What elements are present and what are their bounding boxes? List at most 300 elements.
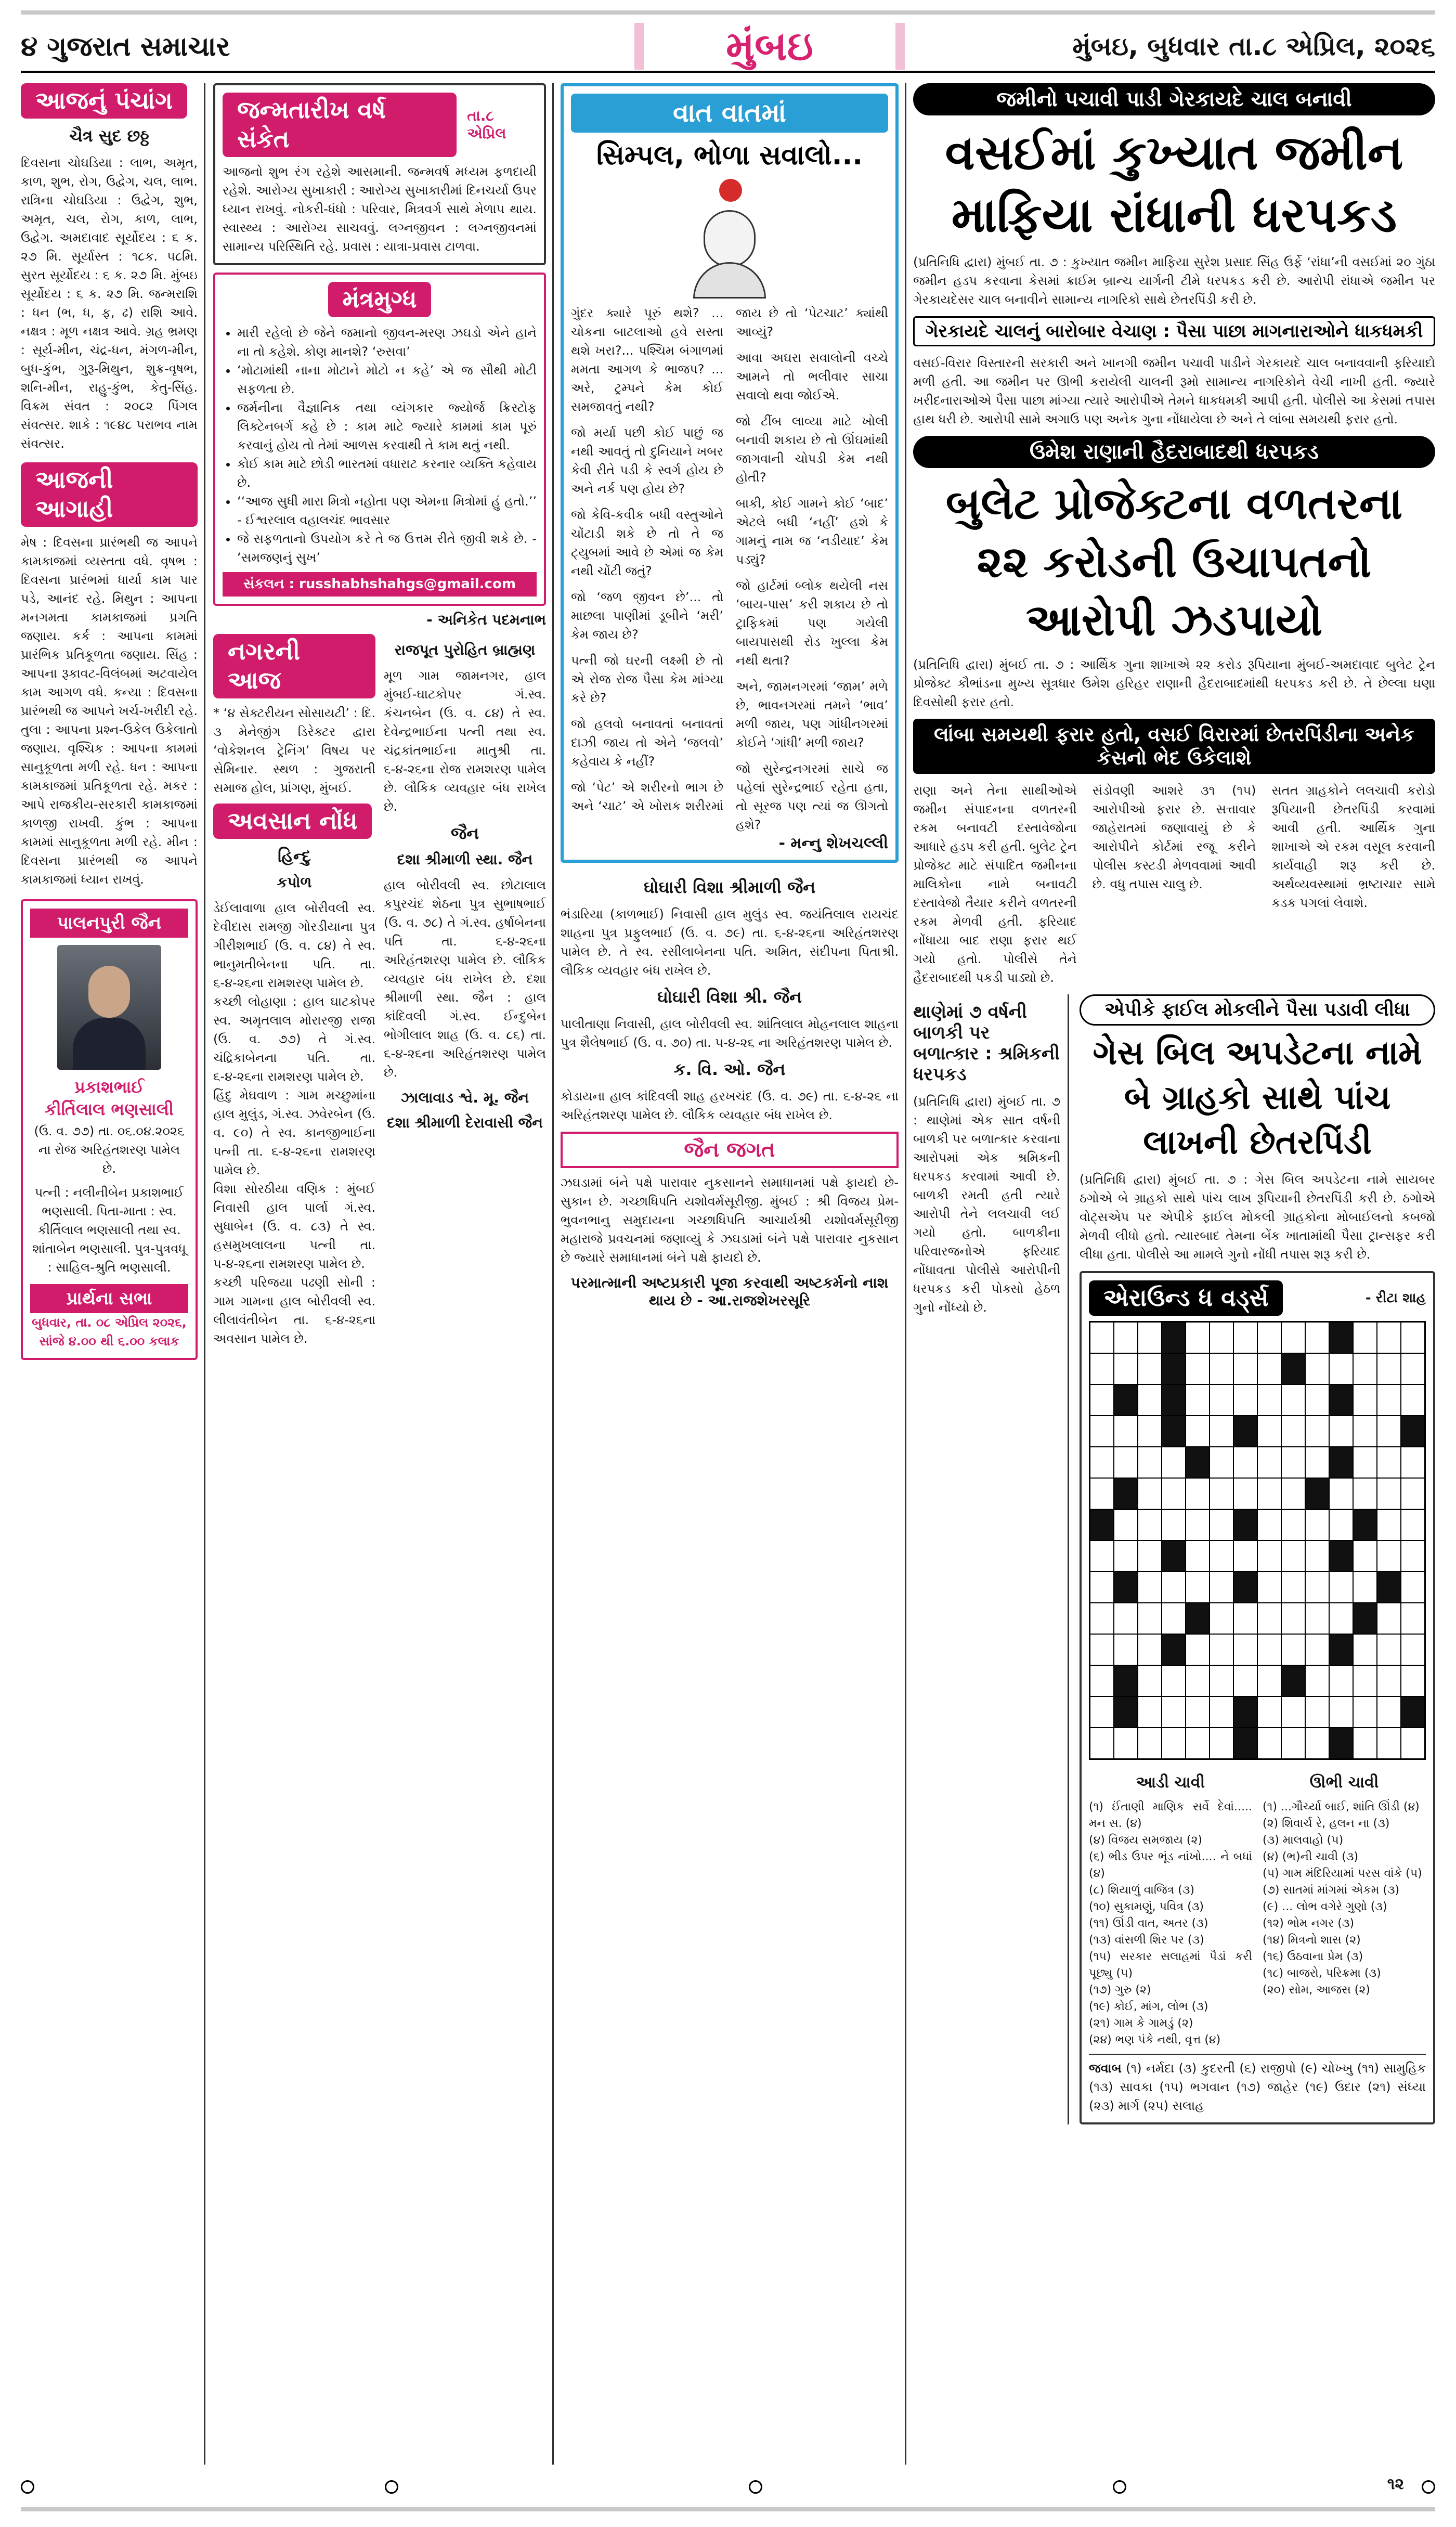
crossword-cell[interactable] bbox=[1354, 1323, 1376, 1353]
crossword-cell[interactable] bbox=[1377, 1510, 1400, 1540]
down-clue: (૧) ...ગૌર્ચ્યા બાઈ, શાંતિ ઊંડી (૪) bbox=[1263, 1800, 1420, 1813]
crossword-cell[interactable] bbox=[1330, 1416, 1353, 1446]
crossword-cell bbox=[1186, 1447, 1209, 1478]
crossword-cell[interactable] bbox=[1306, 1635, 1329, 1665]
mantra-list bbox=[237, 323, 537, 567]
crossword-cell[interactable] bbox=[1138, 1603, 1161, 1634]
crossword-cell[interactable] bbox=[1306, 1416, 1329, 1446]
column-divider bbox=[905, 83, 906, 2465]
across-clue: (૧૧) ઊંડી વાત, અતર (૩) bbox=[1089, 1917, 1208, 1930]
crossword-cell[interactable] bbox=[1186, 1510, 1209, 1540]
crossword-cell[interactable] bbox=[1330, 1479, 1353, 1509]
across-clue: (૧૦) સુકામણું, પવિત્ર (૩) bbox=[1089, 1900, 1204, 1913]
crossword-cell[interactable] bbox=[1258, 1323, 1281, 1353]
story-4: રાણા અને તેના સાથીઓએ જમીન સંપાદનના વળતરની રકમ બનાવટી દસ્તાવેજોના આધારે હડપ કરી હતી. બુલેટ ટ્રેન પ્રોજેક્ટ માટે સંપાદિત જમીનના માલિકોના નામે બનાવટી દસ્તાવેજો તૈયાર કરીને વળતરની રકમ મેળવી હતી. ફરિયાદ નોંધાયા બાદ રાણા ફરાર થઈ ગયો હતો. પોલીસે તેને હૈદરાબાદથી પકડી પાડ્યો છે. bbox=[913, 783, 1077, 985]
crossword-cell[interactable] bbox=[1138, 1447, 1161, 1478]
vaat-question: આવા અઘરા સવાલોની વચ્ચે આમને તો ભલીવાર સાચા સવાલો થવા જોઈએ. bbox=[736, 351, 888, 403]
prarthana-title: પ્રાર્થના સભા bbox=[30, 1284, 188, 1313]
crossword-cell[interactable] bbox=[1234, 1447, 1257, 1478]
crossword-cell[interactable] bbox=[1282, 1416, 1305, 1446]
crossword-cell[interactable] bbox=[1234, 1479, 1257, 1509]
crossword-cell[interactable] bbox=[1377, 1541, 1400, 1571]
crossword-cell[interactable] bbox=[1210, 1479, 1233, 1509]
obituary-entry: હિંદુ મેઘવાળ : ગામ મચ્છુમાંના હાલ મુલુંડ, ગં.સ્વ. ઝવેરબેન (ઉ. વ. ૯૦) તે સ્વ. કાનજીભાઈના પત્ની તા. ૬-૪-૨૬ના રામશરણ પામેલ છે. bbox=[213, 1088, 375, 1177]
crossword-cell[interactable] bbox=[1401, 1541, 1424, 1571]
crossword-cell[interactable] bbox=[1306, 1666, 1329, 1696]
crossword-cell[interactable] bbox=[1210, 1603, 1233, 1634]
crossword-cell[interactable] bbox=[1210, 1416, 1233, 1446]
panchang-title: આજનું પંચાંગ bbox=[21, 83, 187, 119]
dasa2-title: દશા શ્રીમાળી દેરાવાસી જૈન bbox=[387, 1114, 543, 1131]
print-marks bbox=[21, 2475, 1435, 2496]
registration-mark-icon bbox=[1422, 2480, 1435, 2494]
thane-title: થાણેમાં ૭ વર્ષની બાળકી પર બળાત્કાર : શ્રમિકની ધરપકડ bbox=[913, 1002, 1060, 1085]
crossword-cell[interactable] bbox=[1377, 1354, 1400, 1384]
crossword-cell[interactable] bbox=[1090, 1354, 1113, 1384]
crossword-cell[interactable] bbox=[1186, 1416, 1209, 1446]
crossword-cell[interactable] bbox=[1234, 1385, 1257, 1415]
crossword-cell[interactable] bbox=[1138, 1697, 1161, 1727]
crossword-cell[interactable] bbox=[1330, 1603, 1353, 1634]
down-clue: (૭) સાતમાં માંગમાં એકમ (૩) bbox=[1263, 1884, 1400, 1897]
crossword-cell[interactable] bbox=[1258, 1447, 1281, 1478]
registration-mark-icon bbox=[21, 2480, 34, 2494]
crossword-cell[interactable] bbox=[1138, 1728, 1161, 1758]
nagar-text: * ‘૪ સેક્ટરીયન સોસાયટી’ : દિ. ૩ મેનેજીંગ ડિરેક્ટર દ્વારા ‘વોકેશનલ ટ્રેનિંગ’ વિષય પર સેમિનાર. સ્થળ : ગુજરાતી સમાજ હોલ, પ્રાંગણ, મુંબઈ. bbox=[213, 706, 375, 795]
vaat-question: જો કેવિ-કવીક બધી વસ્તુઓને ચોંટાડી શકે છે તો તે જ ટ્યુબમાં આવે છે એમાં જ કેમ નથી ચોંટી જતું? bbox=[571, 508, 723, 578]
crossword-cell[interactable] bbox=[1282, 1697, 1305, 1727]
crossword-grid[interactable] bbox=[1089, 1321, 1426, 1760]
panchang-text: દિવસના ચોઘડિયા : લાભ, અમૃત, કાળ, શુભ, રોગ, ઉદ્વેગ, ચલ, લાભ. રાત્રિના ચોઘડિયા : ઉદ્વેગ, શુભ, અમૃત, ચલ, રોગ, કાળ, લાભ, ઉદ્વેગ. અમદાવાદ સૂર્યોદય : ૬ ક. ૨૭ મિ. સૂર્યાસ્ત : ૧૮ક. ૫૮મિ. સુરત સૂર્યોદય : ૬ ક. ૨૭ મિ. મુંબઇ સૂર્યોદય : ૬ ક. ૨૭ મિ. જન્મરાશિ : ધન (ભ, ધ, ફ, ઢ) રાશિ આવે. નક્ષત્ર : મૂળ નક્ષત્ર આવે. ગ્રહ ભ્રમણ : સૂર્ય-મીન, ચંદ્ર-ધન, મંગળ-મીન, બુધ-કુંભ, ગુરૂ-મિથુન, શુક્ર-વૃષભ, શનિ-મીન, રાહુ-કુંભ, કેતુ-સિંહ. વિક્રમ સંવત : ૨૦૮૨ પિંગલ સંવત્સર. શાકે : ૧૯૪૮ પરાભવ નામ સંવત્સર. bbox=[21, 155, 198, 451]
jain-text: હાલ બોરીવલી સ્વ. છોટાલાલ કપુરચંદ શેઠના પુત્ર સુભાષભાઈ (ઉ. વ. ૭૮) તે ગં.સ્વ. હર્ષાબેનના પતિ તા. ૬-૪-૨૬ના અરિહંતશરણ પામેલ છે. લૌકિક વ્યવહાર બંધ રાખેલ છે. દશા શ્રીમાળી સ્થા. જૈન : હાલ કાંદિવલી ગં.સ્વ. ઈન્દુબેન ભોગીલાલ શાહ (ઉ. વ. ૮૬) તા. ૬-૪-૨૬ના અરિહંતશરણ પામેલ છે. bbox=[384, 878, 546, 1080]
crossword-cell[interactable] bbox=[1258, 1385, 1281, 1415]
kv-title: ક. વિ. ઓ. જૈન bbox=[673, 1059, 786, 1079]
dateline: મુંબઇ, બુધવાર તા.૮ એપ્રિલ, ૨૦૨૬ bbox=[1072, 31, 1435, 61]
crossword-cell bbox=[1186, 1603, 1209, 1634]
crossword-cell[interactable] bbox=[1401, 1572, 1424, 1602]
aagahi-text: મેષ : દિવસના પ્રારંભથી જ આપને કામકાજમાં વ્યસ્તતા વધે. વૃષભ : દિવસના પ્રારંભમાં ધાર્યા કામ પાર પડે, આનંદ રહે. મિથુન : આપના મનગમતા કામકાજમાં પ્રગતિ જણાય. કર્ક : આપના કામમાં પ્રારંભિક પ્રતિકૂળતા જણાય. સિંહ : આપના રૂકાવટ-વિલંબમાં અટવાયેલ કામ આગળ વધે. કન્યા : દિવસના પ્રારંભથી જ આપને ખર્ચ-ખરીદી રહે. તુલા : આપના પ્રશ્ન-ઉકેલ ઉકેલાતો જણાય. વૃશ્ચિક : આપના કામમાં સાનુકૂળતા મળી રહે. ધન : આપના કામકાજમાં પ્રતિકૂળતા રહે. મકર : આપે રાજકીય-સરકારી કામકાજમાં કાળજી રાખવી. કુંભ : આપના કામમાં સાનુકૂળતા મળી રહે. મીન : દિવસના પ્રારંભથી જ આપને કામકાજમાં ધ્યાન રાખવું. bbox=[21, 535, 198, 887]
crossword-cell[interactable] bbox=[1330, 1510, 1353, 1540]
crossword-cell[interactable] bbox=[1210, 1666, 1233, 1696]
ghoghari2-title: ઘોઘારી વિશા શ્રી. જૈન bbox=[657, 987, 802, 1007]
crossword-cell[interactable] bbox=[1138, 1479, 1161, 1509]
crossword-cell[interactable] bbox=[1258, 1416, 1281, 1446]
janmadin-text: આજનો શુભ રંગ રહેશે આસમાની. જન્મવર્ષ મધ્યમ ફળદાયી રહેશે. આરોગ્ય સુખાકારી : આરોગ્ય સુખાકારીમાં દિનચર્યા ઉપર ધ્યાન રાખવું. નોકરી-ધંધો : પરિવાર, મિત્રવર્ગ સાથે મેળાપ થાય. સ્વાસ્થ્ય : આરોગ્ય સાચવવું. લગ્નજીવન : લગ્નજીવનમાં સામાન્ય પરિસ્થિતિ રહે. પ્રવાસ : યાત્રા-પ્રવાસ ટાળવા. bbox=[223, 164, 537, 254]
crossword-cell[interactable] bbox=[1162, 1728, 1185, 1758]
crossword-cell[interactable] bbox=[1234, 1603, 1257, 1634]
crossword-cell[interactable] bbox=[1234, 1541, 1257, 1571]
crossword-cell[interactable] bbox=[1377, 1385, 1400, 1415]
column-panchang bbox=[21, 83, 198, 2465]
story-4c: સતત ગ્રાહકોને લલચાવી કરોડો રૂપિયાની છેતરપિંડી કરવામાં આવી હતી. આર્થિક ગુના શાખાએ એ રકમ વસૂલ કરવાની કાર્યવાહી શરૂ કરી છે. અર્થવ્યવસ્થામાં ભ્રષ્ટાચાર સામે કડક પગલાં લેવાશે. bbox=[1271, 783, 1435, 910]
down-clue: (૪) (ભ)ની ચાવી (૩) bbox=[1263, 1850, 1359, 1863]
crossword-cell[interactable] bbox=[1234, 1354, 1257, 1384]
crossword-cell bbox=[1282, 1354, 1305, 1384]
kicker-2: ગેરકાયદે ચાલનું બારોબાર વેચાણ : પૈસા પાછા માગનારાઓને ધાકધમકી bbox=[913, 316, 1435, 346]
crossword-cell bbox=[1114, 1666, 1137, 1696]
crossword-cell bbox=[1330, 1447, 1353, 1478]
crossword-cell[interactable] bbox=[1377, 1447, 1400, 1478]
crossword-cell[interactable] bbox=[1330, 1354, 1353, 1384]
mantra-author: - અનિકેત પદમનાભ bbox=[426, 611, 546, 628]
jainjagat-text: ઝઘડામાં બંને પક્ષે પારાવાર નુકસાનને સમાધાનમાં પક્ષે ફાયદો છે-સુકાન છે. ગચ્છાધિપતિ યશોવર્મસૂરીજી. મુંબઈ : શ્રી વિજય પ્રેમ-ભુવનભાનુ સમુદાયના ગચ્છાધિપતિ આચાર્યશ્રી યશોવર્મસૂરીજી મહારાજે પ્રવચનમાં જણાવ્યું કે ઝઘડામાં બંને પક્ષે પારાવાર નુકસાન છે જ્યારે સમાધાનમાં બંને પક્ષે ફાયદો છે. bbox=[561, 1175, 899, 1265]
crossword-cell[interactable] bbox=[1114, 1447, 1137, 1478]
down-clue: (૧૮) બાજરો, પરિક્રમા (૩) bbox=[1263, 1967, 1381, 1980]
vaat-question: ગુંદર ક્યારે પૂરું થશે? ... ચોકના બાટલાઓ હવે સસ્તા થશે ખરા?... પશ્ચિમ બંગાળમાં મમતા આગળ કે ભાજપ? ... અરે, ટ્રમ્પને કેમ કોઈ સમજાવતું નથી? bbox=[571, 306, 723, 414]
thane-text: (પ્રતિનિધિ દ્વારા) મુંબઈ તા. ૭ : થાણેમાં એક સાત વર્ષની બાળકી પર બળાત્કાર કરવાના આરોપમાં એક શ્રમિકની ધરપકડ કરવામાં આવી છે. બાળકી રમતી હતી ત્યારે આરોપી તેને લલચાવી લઈ ગયો હતો. બાળકીના પરિવારજનોએ ફરિયાદ નોંધાવતા પોલીસે આરોપીની ધરપકડ કરી પોક્સો હેઠળ ગુનો નોંધ્યો છે. bbox=[913, 1094, 1060, 1315]
crossword-cell[interactable] bbox=[1306, 1541, 1329, 1571]
crossword-cell[interactable] bbox=[1354, 1541, 1376, 1571]
janmadin-date: તા.૮ એપ્રિલ bbox=[467, 107, 506, 142]
answers-text: (૧) નર્મદા (૩) કુદરતી (૬) રાજીપો (૯) ચોખ્ખુ (૧૧) સામુહિક (૧૩) સાવકા (૧૫) ભગવાન (૧૭) જાહેર (૧૯) ઉદાર (૨૧) સંધ્યા (૨૩) માર્ગ (૨૫) સલાહ bbox=[1089, 2061, 1426, 2113]
vaat-question: પત્ની જો ઘરની લક્ષ્મી છે તો એ રોજ રોજ પૈસા કેમ માંગ્યા કરે છે? bbox=[571, 653, 723, 705]
down-clue: (૯) ... લોભ વગેરે ગુણો (૩) bbox=[1263, 1900, 1387, 1913]
crossword-cell[interactable] bbox=[1354, 1697, 1376, 1727]
crossword-cell bbox=[1162, 1416, 1185, 1446]
crossword-cell[interactable] bbox=[1186, 1385, 1209, 1415]
crossword-cell[interactable] bbox=[1210, 1697, 1233, 1727]
crossword-cell[interactable] bbox=[1090, 1635, 1113, 1665]
crossword-cell bbox=[1354, 1603, 1376, 1634]
crossword-cell[interactable] bbox=[1401, 1603, 1424, 1634]
crossword-cell[interactable] bbox=[1282, 1572, 1305, 1602]
crossword-cell[interactable] bbox=[1210, 1572, 1233, 1602]
crossword-cell[interactable] bbox=[1354, 1385, 1376, 1415]
mantra-item: • ‘મોટામાંથી નાના મોટાને મોટો ન કહે’ એ જ સૌથી મોટી સફળતા છે. bbox=[237, 361, 537, 398]
across-clue: (૧૩) વાંસળી શિર પર (૩) bbox=[1089, 1934, 1204, 1947]
crossword-cell[interactable] bbox=[1114, 1354, 1137, 1384]
crossword-cell[interactable] bbox=[1306, 1697, 1329, 1727]
crossword-cell[interactable] bbox=[1354, 1354, 1376, 1384]
ghoghari-text: ભંડારિયા (કાળભાઈ) નિવાસી હાલ મુલુંડ સ્વ. જયંતિલાલ રાયચંદ શાહના પુત્ર પ્રફુલભાઈ (ઉ. વ. ૭૯) તા. ૬-૪-૨૬ના અરિહંતશરણ પામેલ છે. તે સ્વ. રસીલાબેનના પતિ. અમિત, સંદીપના પિતાશ્રી. લૌકિક વ્યવહાર બંધ રાખેલ છે. bbox=[561, 907, 899, 978]
crossword-title: એરાઉન્ડ ધ વર્ડ્સ bbox=[1089, 1280, 1283, 1316]
crossword-cell[interactable] bbox=[1258, 1479, 1281, 1509]
crossword-cell[interactable] bbox=[1401, 1510, 1424, 1540]
rajput-text: મૂળ ગામ જામનગર, હાલ મુંબઈ-ઘાટકોપર ગં.સ્વ. કંચનબેન (ઉ. વ. ૮૪) તે સ્વ. દેવેન્દ્રભાઈના પત્ની તથા સ્વ. ચંદ્રકાંતભાઈના માતુશ્રી તા. ૬-૪-૨૬ના રોજ રામશરણ પામેલ છે. લૌકિક વ્યવહાર બંધ રાખેલ છે. bbox=[384, 668, 546, 814]
prarthana-text: બુધવાર, તા. ૦૮ એપ્રિલ ૨૦૨૬, સાંજે ૪.૦૦ થી ૬.૦૦ કલાક bbox=[32, 1315, 187, 1349]
kicker-3: ઉમેશ રાણાની હૈદરાબાદથી ધરપકડ bbox=[913, 436, 1435, 468]
crossword-cell[interactable] bbox=[1114, 1323, 1137, 1353]
across-clue: (૧૫) સરકાર સલાહમાં પૈડાં કરી પૂછ્યુ (૫) bbox=[1089, 1950, 1252, 1980]
crossword-cell[interactable] bbox=[1090, 1323, 1113, 1353]
crossword-box bbox=[1080, 1271, 1435, 2124]
mantra-item: • જે સફળતાનો ઉપયોગ કરે તે જ ઉત્તમ રીતે જીવી શકે છે. - ‘સમજણનું સુખ’ bbox=[237, 529, 537, 567]
down-clue: (૨૦) સોમ, આજસ (૨) bbox=[1263, 1984, 1370, 1997]
crossword-cell[interactable] bbox=[1114, 1603, 1137, 1634]
crossword-cell[interactable] bbox=[1306, 1572, 1329, 1602]
crossword-cell[interactable] bbox=[1354, 1728, 1376, 1758]
story-5: (પ્રતિનિધિ દ્વારા) મુંબઈ તા. ૭ : ગેસ બિલ અપડેટના નામે સાયબર ઠગોએ બે ગ્રાહકો સાથે પાંચ લાખ રૂપિયાની છેતરપિંડી કરી છે. ઠગોએ વોટ્સએપ પર એપીકે ફાઈલ મોકલી ગ્રાહકોના મોબાઈલનો કબજો મેળવી લીધો હતો. ત્યારબાદ તેમના બેંક ખાતામાંથી પૈસા ટ્રાન્સફર કરી લીધા હતા. પોલીસે આ મામલે ગુનો નોંધી તપાસ શરૂ કરી છે. bbox=[1080, 1172, 1435, 1262]
down-clue: (૧૨) ભોમ નગર (૩) bbox=[1263, 1917, 1355, 1930]
crossword-cell[interactable] bbox=[1282, 1541, 1305, 1571]
vaat-question: જો સુરેન્દ્રનગરમાં સાચે જ પહેલાં સુરેન્દ્રભાઈ રહેતા હતા, તો સૂરજ પણ ત્યાં જ ઊગતો હશે? bbox=[736, 761, 888, 832]
story-2: વસઈ-વિરાર વિસ્તારની સરકારી અને ખાનગી જમીન પચાવી પાડીને ગેરકાયદે ચાલ બનાવવાની ફરિયાદો મળી હતી. આ જમીન પર ઊભી કરાયેલી ચાલની રૂમો સામાન્ય નાગરિકોને વેચી નાખી હતી. જ્યારે ખરીદનારાઓએ પૈસા પાછા માંગ્યા ત્યારે આરોપીએ તેમને ધાકધમકી આપી હતી. પોલીસે આ કેસમાં તપાસ હાથ ધરી છે. આરોપી સામે અગાઉ પણ અનેક ગુના નોંધાયેલા છે અને તે લાંબા સમયથી ફરાર હતો. bbox=[913, 356, 1435, 426]
crossword-cell[interactable] bbox=[1114, 1416, 1137, 1446]
obituary-entry: કચ્છી પરિજયા પઢણી સોની : ગામ ગામના હાલ બોરીવલી સ્વ. લીલાવંતીબેન તા. ૬-૪-૨૬ના અવસાન પામેલ છે. bbox=[213, 1275, 375, 1346]
crossword-cell[interactable] bbox=[1210, 1354, 1233, 1384]
crossword-cell[interactable] bbox=[1138, 1541, 1161, 1571]
obituary-name-2: કીર્તિલાલ ભણસાલી bbox=[44, 1099, 174, 1119]
nagar-title: નગરની આજ bbox=[213, 634, 375, 698]
obituary-dates: (ઉ. વ. ૭૭) તા. ૦૬.૦૪.૨૦૨૬ ના રોજ અરિહંતશરણ પામેલ છે. bbox=[34, 1124, 185, 1176]
crossword-cell[interactable] bbox=[1377, 1479, 1400, 1509]
crossword-cell[interactable] bbox=[1401, 1354, 1424, 1384]
crossword-cell[interactable] bbox=[1186, 1666, 1209, 1696]
crossword-cell[interactable] bbox=[1330, 1666, 1353, 1696]
crossword-cell bbox=[1234, 1697, 1257, 1727]
avsan-title: અવસાન નોંધ bbox=[213, 804, 372, 839]
crossword-cell[interactable] bbox=[1306, 1728, 1329, 1758]
crossword-cell[interactable] bbox=[1401, 1666, 1424, 1696]
crossword-cell[interactable] bbox=[1401, 1385, 1424, 1415]
crossword-cell[interactable] bbox=[1377, 1416, 1400, 1446]
crossword-cell[interactable] bbox=[1377, 1728, 1400, 1758]
crossword-cell[interactable] bbox=[1354, 1479, 1376, 1509]
mantra-item: • જર્મનીના વૈજ્ઞાનિક તથા વ્યંગકાર જ્યોર્જ ક્રિસ્ટોફ લિક્ટેનબર્ગ કહે છે : કામ માટે જ્યારે કામમાં કામ પૂરું કરવાનું હોય તો તેમાં આળસ કરવાથી તે કામ થતું નથી. bbox=[237, 398, 537, 455]
crossword-cell[interactable] bbox=[1377, 1635, 1400, 1665]
crossword-cell[interactable] bbox=[1090, 1666, 1113, 1696]
crossword-cell bbox=[1162, 1323, 1185, 1353]
across-clue: (૧૭) ગુરુ (૨) bbox=[1089, 1984, 1151, 1997]
crossword-cell[interactable] bbox=[1186, 1479, 1209, 1509]
story-3: (પ્રતિનિધિ દ્વારા) મુંબઈ તા. ૭ : આર્થિક ગુના શાખાએ ૨૨ કરોડ રૂપિયાના મુંબઈ-અમદાવાદ બુલેટ ટ્રેન પ્રોજેક્ટ કૌભાંડના મુખ્ય સૂત્રધાર ઉમેશ હરિહર રાણાની હૈદરાબાદમાંથી ધરપકડ કરી છે. તે છેલ્લા ઘણા દિવસોથી ફરાર હતો. bbox=[913, 657, 1435, 709]
ghoghari2-text: પાલીતાણા નિવાસી, હાલ બોરીવલી સ્વ. શાંતિલાલ મોહનલાલ શાહના પુત્ર શૈલેષભાઈ (ઉ. વ. ૭૦) તા. ૫-૪-૨૬ ના અરિહંતશરણ પામેલ છે. bbox=[561, 1017, 899, 1050]
crossword-cell[interactable] bbox=[1354, 1447, 1376, 1478]
mantra-box bbox=[213, 273, 546, 606]
crossword-cell[interactable] bbox=[1282, 1479, 1305, 1509]
down-clue: (૫) ગામ મંદિરિયામાં પરસ વાંકે (૫) bbox=[1263, 1867, 1422, 1880]
down-clue: (૧૪) મિત્રનો શાસ (૨) bbox=[1263, 1934, 1361, 1947]
kicker-4: લાંબા સમયથી ફરાર હતો, વસઈ વિરારમાં છેતરપિંડીના અનેક કેસનો ભેદ ઉકેલાશે bbox=[913, 719, 1435, 774]
ashtprakari-title: પરમાત્માની અષ્ટપ્રકારી પૂજા કરવાથી અષ્ટકર્મનો નાશ થાય છે - આ.રાજશેખરસૂરિ bbox=[570, 1274, 889, 1309]
mantra-item: • ‘‘આજ સુધી મારા મિત્રો નહોતા પણ એમના મિત્રોમાં હું હતો.’’ - ઈશ્વરલાલ વહાલચંદ ભાવસાર bbox=[237, 492, 537, 529]
mantra-contact: સંકલન : russhabhshahgs@gmail.com bbox=[223, 572, 537, 597]
newspaper-name: ૪ ગુજરાત સમાચાર bbox=[21, 31, 230, 62]
crossword-cell[interactable] bbox=[1377, 1666, 1400, 1696]
crossword-cell[interactable] bbox=[1401, 1635, 1424, 1665]
crossword-cell[interactable] bbox=[1162, 1666, 1185, 1696]
column-janmadin bbox=[213, 83, 546, 2465]
crossword-cell[interactable] bbox=[1258, 1728, 1281, 1758]
crossword-cell[interactable] bbox=[1090, 1385, 1113, 1415]
crossword-cell[interactable] bbox=[1186, 1541, 1209, 1571]
vaat-question: બાકી, કોઈ ગામને કોઈ ‘બાદ’ એટલે બધી ‘નહીં’ હશે કે ગામનું નામ જ ‘નડીયાદ’ કેમ પડ્યું? bbox=[736, 496, 888, 567]
across-clue: (૨૪) ભણ પંકે નથી, વૃત્ત (૪) bbox=[1089, 2033, 1221, 2046]
column-vaat bbox=[561, 83, 899, 2465]
crossword-cell[interactable] bbox=[1282, 1603, 1305, 1634]
obituary-text: પત્ની : નલીનીબેન પ્રકાશભાઈ ભણસાલી. પિતા-માતા : સ્વ. કીર્તિલાલ ભણસાલી તથા સ્વ. શાંતાબેન ભણસાલી. પુત્ર-પુત્રવધૂ : સાહિલ-શ્રુતિ ભણસાલી. bbox=[32, 1185, 186, 1275]
crossword-cell bbox=[1330, 1385, 1353, 1415]
crossword-cell[interactable] bbox=[1114, 1728, 1137, 1758]
crossword-cell[interactable] bbox=[1354, 1635, 1376, 1665]
crossword-cell[interactable] bbox=[1306, 1323, 1329, 1353]
crossword-cell[interactable] bbox=[1090, 1479, 1113, 1509]
mantra-item: • કોઈ કામ માટે છોડી ભારતમાં વધારાટ કરનાર વ્યક્તિ કહેવાય છે. bbox=[237, 455, 537, 492]
column-news bbox=[913, 83, 1435, 2465]
crossword-cell bbox=[1330, 1541, 1353, 1571]
crossword-cell[interactable] bbox=[1401, 1323, 1424, 1353]
story-1: (પ્રતિનિધિ દ્વારા) મુંબઈ તા. ૭ : કુખ્યાત જમીન માફિયા સુરેશ પ્રસાદ સિંહ ઉર્ફે ‘રાંધા’ની વસઈમાં ૨૦ ગુંઠા જમીન હડપ કરવાના કેસમાં ક્રાઈમ બ્રાન્ચ યાર્ગની ટીમે ધરપકડ કરી છે. આરોપી રાંધાએ જમીન પર ગેરકાયદેસર ચાલ બનાવીને સામાન્ય નાગરિકો સાથે છેતરપિંડી કરી છે. bbox=[913, 255, 1435, 307]
crossword-cell[interactable] bbox=[1258, 1666, 1281, 1696]
crossword-cell[interactable] bbox=[1138, 1572, 1161, 1602]
crossword-cell[interactable] bbox=[1258, 1510, 1281, 1540]
vaat-title: વાત વાતમાં bbox=[571, 94, 888, 133]
crossword-cell[interactable] bbox=[1210, 1323, 1233, 1353]
crossword-cell[interactable] bbox=[1258, 1572, 1281, 1602]
crossword-cell[interactable] bbox=[1210, 1541, 1233, 1571]
crossword-cell[interactable] bbox=[1210, 1385, 1233, 1415]
crossword-cell[interactable] bbox=[1138, 1354, 1161, 1384]
janmadin-box bbox=[213, 83, 546, 265]
across-clue: (૧૯) કોઈ, માંગ, લોભ (૩) bbox=[1089, 2000, 1208, 2013]
crossword-cell[interactable] bbox=[1306, 1385, 1329, 1415]
crossword-cell[interactable] bbox=[1210, 1728, 1233, 1758]
down-clue: (૧૬) ઉઠવાના પ્રેમ (૩) bbox=[1263, 1950, 1363, 1963]
crossword-cell[interactable] bbox=[1138, 1510, 1161, 1540]
crossword-cell bbox=[1162, 1385, 1185, 1415]
crossword-cell[interactable] bbox=[1186, 1728, 1209, 1758]
jainjagat-title: જૈન જગત bbox=[561, 1132, 899, 1168]
crossword-cell[interactable] bbox=[1162, 1479, 1185, 1509]
dasa-title: દશા શ્રીમાળી સ્થા. જૈન bbox=[397, 851, 533, 868]
crossword-cell[interactable] bbox=[1162, 1697, 1185, 1727]
crossword-cell[interactable] bbox=[1186, 1354, 1209, 1384]
crossword-cell[interactable] bbox=[1282, 1728, 1305, 1758]
crossword-cell[interactable] bbox=[1354, 1416, 1376, 1446]
answers-label: જવાબ bbox=[1089, 2061, 1122, 2076]
vaat-question: જો હલવો બનાવતાં બનાવતાં દાઝી જાય તો એને ‘જલવો’ કહેવાય કે નહીં? bbox=[571, 717, 723, 769]
crossword-cell[interactable] bbox=[1162, 1603, 1185, 1634]
city-section-title: મુંબઇ bbox=[634, 23, 905, 70]
crossword-cell bbox=[1162, 1635, 1185, 1665]
crossword-cell[interactable] bbox=[1258, 1354, 1281, 1384]
crossword-cell[interactable] bbox=[1258, 1697, 1281, 1727]
crossword-cell[interactable] bbox=[1258, 1603, 1281, 1634]
crossword-cell[interactable] bbox=[1138, 1323, 1161, 1353]
crossword-cell[interactable] bbox=[1090, 1447, 1113, 1478]
headline-1: વસઈમાં કુખ્યાત જમીન માફિયા રાંધાની ધરપકડ bbox=[945, 125, 1403, 243]
page-header bbox=[21, 21, 1435, 73]
vaat-questions bbox=[571, 304, 888, 834]
across-clue: (૮) શિયાળું વાજિત્ર (૩) bbox=[1089, 1884, 1194, 1897]
top-bar bbox=[21, 10, 1435, 15]
crossword-cell[interactable] bbox=[1090, 1541, 1113, 1571]
crossword-cell[interactable] bbox=[1258, 1541, 1281, 1571]
crossword-cell[interactable] bbox=[1282, 1385, 1305, 1415]
across-title: આડી ચાવી bbox=[1136, 1773, 1205, 1792]
crossword-cell bbox=[1114, 1385, 1137, 1415]
crossword-cell[interactable] bbox=[1114, 1635, 1137, 1665]
crossword-cell[interactable] bbox=[1210, 1635, 1233, 1665]
vaat-box bbox=[561, 83, 899, 863]
crossword-cell[interactable] bbox=[1330, 1572, 1353, 1602]
crossword-cell[interactable] bbox=[1138, 1416, 1161, 1446]
down-clues bbox=[1263, 1799, 1426, 1999]
crossword-cell[interactable] bbox=[1306, 1354, 1329, 1384]
janmadin-title: જન્મતારીખ વર્ષ સંકેત bbox=[223, 93, 457, 157]
crossword-cell[interactable] bbox=[1162, 1447, 1185, 1478]
crossword-cell bbox=[1114, 1572, 1137, 1602]
crossword-cell[interactable] bbox=[1162, 1572, 1185, 1602]
crossword-cell[interactable] bbox=[1186, 1697, 1209, 1727]
headline-3: બુલેટ પ્રોજેક્ટના વળતરના ૨૨ કરોડની ઉચાપતનો આરોપી ઝડપાયો bbox=[945, 478, 1403, 645]
kapol-title: કપોળ bbox=[277, 874, 312, 891]
story-4b: સંડોવણી આશરે ૩૧ (૧૫) આરોપીઓ ફરાર છે. સત્તાવાર જાહેરાતમાં જણાવાયું છે કે આરોપીને કોર્ટમાં રજૂ કરીને પોલીસ કસ્ટડી મેળવવામાં આવી છે. વધુ તપાસ ચાલુ છે. bbox=[1092, 783, 1256, 891]
crossword-cell[interactable] bbox=[1114, 1541, 1137, 1571]
crossword-cell[interactable] bbox=[1258, 1635, 1281, 1665]
crossword-cell bbox=[1090, 1510, 1113, 1540]
ghoghari-title: ઘોઘારી વિશા શ્રીમાળી જૈન bbox=[643, 877, 816, 897]
registration-mark-icon bbox=[749, 2480, 762, 2494]
crossword-cell[interactable] bbox=[1377, 1603, 1400, 1634]
crossword-cell[interactable] bbox=[1234, 1666, 1257, 1696]
crossword-cell[interactable] bbox=[1186, 1572, 1209, 1602]
headline-5: ગેસ બિલ અપડેટના નામે બે ગ્રાહકો સાથે પાંચ લાખની છેતરપિંડી bbox=[1093, 1034, 1422, 1162]
crossword-cell[interactable] bbox=[1306, 1447, 1329, 1478]
crossword-cell[interactable] bbox=[1282, 1510, 1305, 1540]
crossword-cell bbox=[1234, 1728, 1257, 1758]
crossword-cell[interactable] bbox=[1090, 1728, 1113, 1758]
across-clue: (૨૧) ગામ કે ગામડું (૨) bbox=[1089, 2017, 1193, 2030]
crossword-cell[interactable] bbox=[1282, 1635, 1305, 1665]
page-number: ૧૨ bbox=[1387, 2475, 1404, 2493]
crossword-cell[interactable] bbox=[1090, 1572, 1113, 1602]
registration-mark-icon bbox=[1113, 2480, 1126, 2494]
crossword-cell[interactable] bbox=[1282, 1323, 1305, 1353]
crossword-cell[interactable] bbox=[1090, 1603, 1113, 1634]
obituary-entry: ડેઈલાવાળા હાલ બોરીવલી સ્વ. દેવીદાસ રામજી ગોરડીયાના પુત્ર ગીરીશભાઈ (ઉ. વ. ૮૪) તે સ્વ. ભાનુમતીબેનના પતિ. તા. ૬-૪-૨૬ના રામશરણ પામેલ છે. bbox=[213, 901, 375, 990]
crossword-cell[interactable] bbox=[1401, 1479, 1424, 1509]
crossword-cell[interactable] bbox=[1210, 1510, 1233, 1540]
crossword-cell[interactable] bbox=[1354, 1572, 1376, 1602]
crossword-cell bbox=[1306, 1479, 1329, 1509]
crossword-cell[interactable] bbox=[1401, 1728, 1424, 1758]
column-divider bbox=[552, 83, 554, 2465]
crossword-cell[interactable] bbox=[1377, 1323, 1400, 1353]
crossword-cell[interactable] bbox=[1138, 1385, 1161, 1415]
crossword-cell bbox=[1354, 1510, 1376, 1540]
crossword-cell[interactable] bbox=[1306, 1603, 1329, 1634]
crossword-cell[interactable] bbox=[1138, 1635, 1161, 1665]
obituary-entry: કચ્છી લોહાણા : હાલ ઘાટકોપર સ્વ. અમૃતલાલ મોરારજી રાજા (ઉ. વ. ૭૭) તે ગં.સ્વ. ચંદ્રિકાબેનના પતિ. તા. ૬-૪-૨૬ના રામશરણ પામેલ છે. bbox=[213, 994, 375, 1084]
column-divider bbox=[204, 83, 205, 2465]
crossword-cell[interactable] bbox=[1354, 1666, 1376, 1696]
crossword-cell[interactable] bbox=[1282, 1447, 1305, 1478]
crossword-cell[interactable] bbox=[1306, 1510, 1329, 1540]
crossword-cell[interactable] bbox=[1090, 1416, 1113, 1446]
down-clue: (૩) માલવાહો (૫) bbox=[1263, 1834, 1344, 1847]
crossword-cell[interactable] bbox=[1162, 1510, 1185, 1540]
crossword-cell bbox=[1234, 1572, 1257, 1602]
crossword-cell[interactable] bbox=[1330, 1697, 1353, 1727]
crossword-cell[interactable] bbox=[1090, 1697, 1113, 1727]
crossword-cell[interactable] bbox=[1186, 1635, 1209, 1665]
kv-text: કોડાયના હાલ કાંદિવલી શાહ હરખચંદ (ઉ. વ. ૭૯) તા. ૬-૪-૨૬ ના અરિહંતશરણ પામેલ છે. લૌકિક વ્યવહાર બંધ રાખેલ છે. bbox=[561, 1089, 899, 1122]
crossword-cell[interactable] bbox=[1234, 1635, 1257, 1665]
mantra-title: મંત્રમુગ્ધ bbox=[328, 282, 432, 317]
crossword-cell[interactable] bbox=[1138, 1666, 1161, 1696]
crossword-cell bbox=[1330, 1635, 1353, 1665]
vaat-question: જો ‘પેટ’ એ શરીરનો ભાગ છે અને ‘ચાટ’ એ ખોરાક શરીરમાં જાય છે તો ‘પેટચાટ’ ક્યાંથી આવ્યું? bbox=[571, 306, 888, 813]
crossword-cell[interactable] bbox=[1377, 1697, 1400, 1727]
crossword-cell[interactable] bbox=[1114, 1510, 1137, 1540]
crossword-cell bbox=[1114, 1697, 1137, 1727]
crossword-cell[interactable] bbox=[1234, 1323, 1257, 1353]
crossword-cell[interactable] bbox=[1186, 1323, 1209, 1353]
crossword-cell[interactable] bbox=[1401, 1447, 1424, 1478]
crossword-cell[interactable] bbox=[1210, 1447, 1233, 1478]
crossword-cell bbox=[1162, 1541, 1185, 1571]
